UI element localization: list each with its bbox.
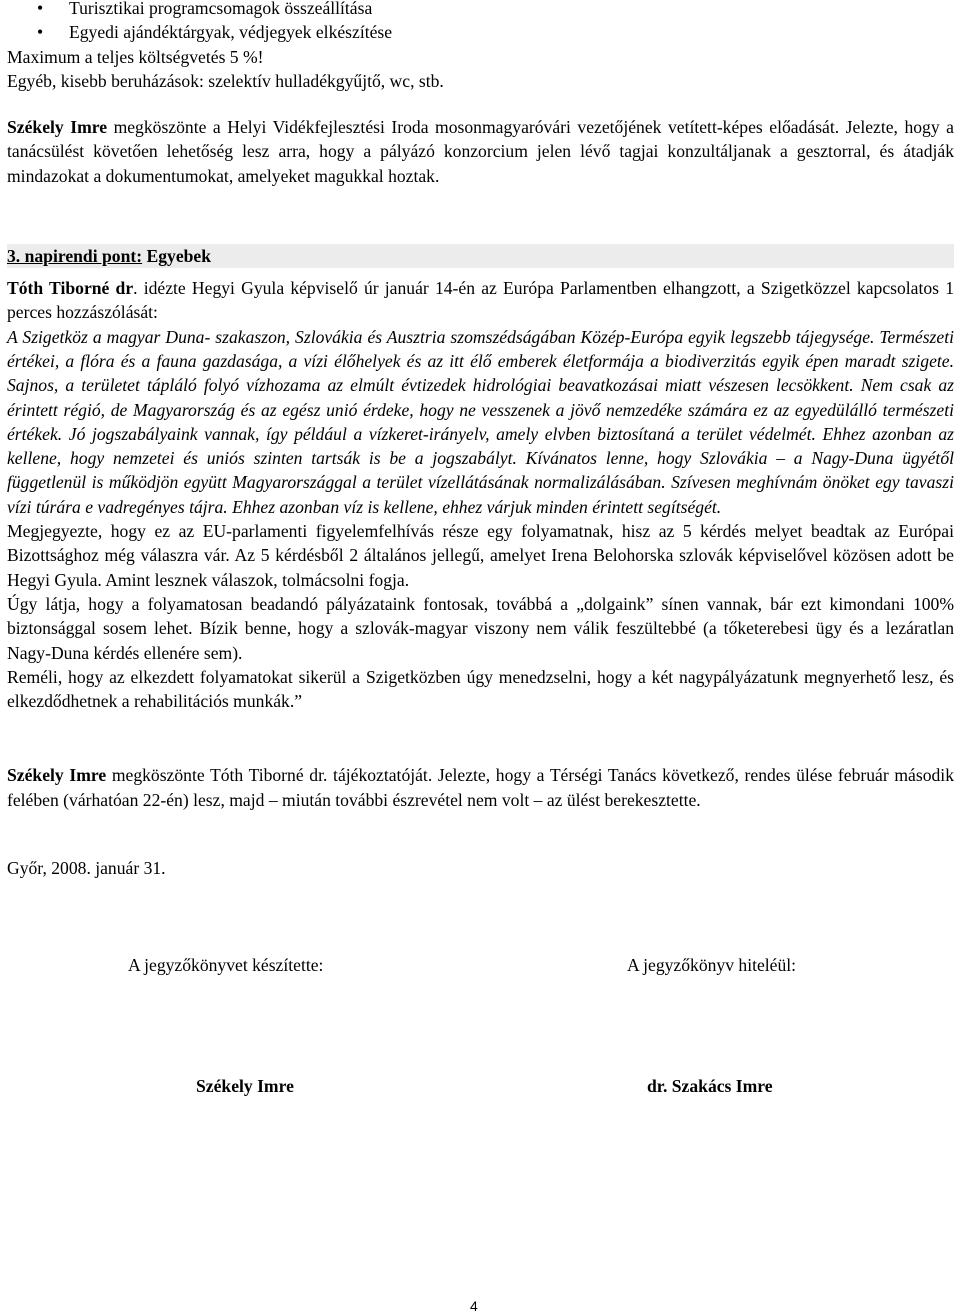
agenda-number: 3. napirendi pont: [7, 246, 143, 267]
authenticator-label: A jegyzőkönyv hiteléül: [627, 955, 797, 976]
paragraph-eu-questions: Megjegyezte, hogy ez az EU-parlamenti figyelemfelhívás része egy folyamatnak, hisz az 5 kérdés melyet beadtak az Európai Bizottsághoz még válaszra vár. Az 5 kérdésből 2 általános jellegű, amelyet Irena Belohorska szlovák képviselővel közösen adott be Hegyi Gyula. Amint lesznek válaszok, tolmácsolni fogja. [7, 521, 954, 590]
paragraph-hope: Reméli, hogy az elkezdett folyamatokat sikerül a Szigetközben úgy menedzselni, hogy a két nagypályázatunk megnyerhető lesz, és elkezdődhetnek a rehabilitációs munkák.” [7, 666, 954, 712]
bullet-item: • Turisztikai programcsomagok összeállítása [7, 0, 954, 20]
paragraph-text: . idézte Hegyi Gyula képviselő úr január 14-én az Európa Parlamentben elhangzott, a Szigetközzel kapcsolatos 1 perces hozzászólását: [7, 278, 954, 323]
paragraph-text: megköszönte a Helyi Vidékfejlesztési Iroda mosonmagyaróvári vezetőjének vetített-képes előadását. Jelezte, hogy a tanácsülést követően lehetőség lesz arra, hogy a pályázó konzorcium jelen lévő tagjai konzultáljanak a gesztorral, és átadják mindazokat a dokumentumokat, amelyeket magukkal hoztak. [7, 117, 954, 186]
minutes-taker-name: Székely Imre [196, 1076, 294, 1097]
signature-names [7, 1074, 954, 1098]
bullet-item: • Egyedi ajándéktárgyak, védjegyek elkészítése [7, 20, 954, 44]
minutes-taker-label: A jegyzőkönyvet készítette: [128, 955, 324, 976]
bullet-list [7, 0, 954, 45]
authenticator-name: dr. Szakács Imre [647, 1076, 773, 1097]
agenda-heading [7, 244, 954, 268]
other-investments-line: Egyéb, kisebb beruházások: szelektív hulladékgyűjtő, wc, stb. [7, 70, 444, 91]
paragraph-closing [7, 763, 954, 812]
paragraph-text: megköszönte Tóth Tiborné dr. tájékoztatóját. Jelezte, hogy a Térségi Tanács következő, rendes ülése február második felében (várhatóan 22-én) lesz, majd – miután további észrevétel nem volt – az ülést berekesztette. [7, 765, 954, 810]
place-date: Győr, 2008. január 31. [7, 858, 166, 879]
speaker-name: Székely Imre [7, 765, 107, 786]
agenda-title: Egyebek [142, 246, 212, 267]
paragraph-chair-thanks [7, 115, 954, 188]
speaker-name: Székely Imre [7, 117, 108, 138]
signature-labels [7, 953, 954, 977]
budget-limit-line: Maximum a teljes költségvetés 5 %! [7, 46, 264, 67]
paragraph-quote-intro [7, 276, 954, 325]
speaker-name: Tóth Tiborné dr [7, 278, 134, 299]
page-number: 4 [470, 1298, 478, 1314]
quoted-speech: A Szigetköz a magyar Duna- szakaszon, Szlovákia és Ausztria szomszédságában Közép-Európa egyik legszebb tájegysége. Természeti értékei, a flóra és a fauna gazdasága, a vízi élőhelyek és az itt élő emberek életformája a biodiverzitás egyik épen maradt szigete. Sajnos, a területet tápláló folyó vízhozama az elmúlt évtizedek hidrológiai beavatkozásai miatt vészesen lecsökkent. Nem csak az érintett régió, de Magyarország és az egész unió érdeke, hogy ne vesszenek a jövő nemzedéke számára ez az egyedülálló természeti értékek. Jó jogszabályaink vannak, így például a vízkeret-irányelv, amely elvben biztosítaná a terület védelmét. Ehhez azonban az kellene, hogy nemzetei és uniós szinten tartsák is be a jogszabályt. Kívánatos lenne, hogy Szlovákia – a Nagy-Duna ügyétől függetlenül is működjön együtt Magyarországgal a terület vízellátásának normalizálásában. Szívesen meghívnám önöket egy tavaszi vízi túrára e vadregényes tájra. Ehhez azonban víz is kellene, ehhez várjuk minden érintett segítségét. [7, 326, 954, 517]
document-page [7, 0, 954, 1098]
paragraph-applications: Úgy látja, hogy a folyamatosan beadandó pályázataink fontosak, továbbá a „dolgaink” sínen vannak, bár ezt kimondani 100% biztonsággal sosem lehet. Bízik benne, hogy a szlovák-magyar viszony nem válik feszültebbé (a tőketerebesi ügy és a lezáratlan Nagy-Duna kérdés ellenére sem). [7, 593, 954, 663]
